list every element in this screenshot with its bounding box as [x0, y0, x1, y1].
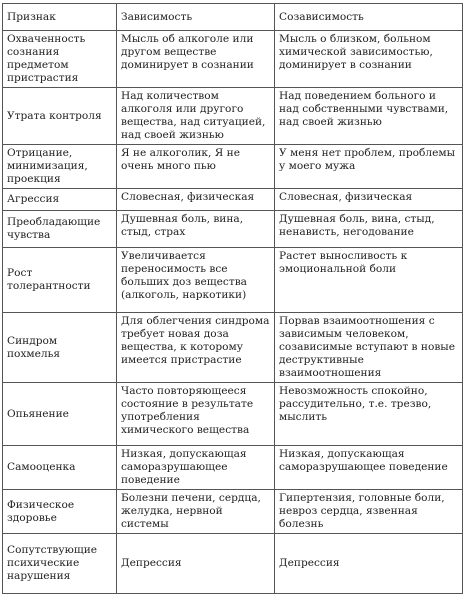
- codependence-cell: У меня нет проблем, проблемы у моего мужа: [275, 145, 463, 189]
- dependence-cell: Словесная, физическая: [117, 189, 275, 211]
- table-header-row: [3, 4, 463, 31]
- feature-cell: Утрата контроля: [3, 88, 117, 145]
- codependence-cell: Низкая, допускающая саморазрушающее поведение: [275, 446, 463, 490]
- table-row: [3, 490, 463, 534]
- feature-cell: Охваченность сознания предметом пристрастия: [3, 31, 117, 88]
- table-row: [3, 211, 463, 248]
- dependence-cell: Часто повторяющееся состояние в результате употребления химического вещества: [117, 383, 275, 446]
- table-row: [3, 248, 463, 313]
- dependence-cell: Увеличивается переносимость все больших доз вещества (алкоголь, наркотики): [117, 248, 275, 313]
- table-row: [3, 313, 463, 383]
- dependence-cell: Депрессия: [117, 534, 275, 594]
- dependence-cell: Над количеством алкоголя или другого вещества, над ситуацией, над своей жизнью: [117, 88, 275, 145]
- feature-cell: Опьянение: [3, 383, 117, 446]
- dependence-cell: Для облегчения синдрома требует новая доза вещества, к которому имеется пристрастие: [117, 313, 275, 383]
- codependence-cell: Невозможность спокойно, рассудительно, т.е. трезво, мыслить: [275, 383, 463, 446]
- codependence-cell: Гипертензия, головные боли, невроз сердца, язвенная болезнь: [275, 490, 463, 534]
- table-row: [3, 446, 463, 490]
- dependence-cell: Мысль об алкоголе или другом веществе доминирует в сознании: [117, 31, 275, 88]
- table-row: [3, 31, 463, 88]
- feature-cell: Физическое здоровье: [3, 490, 117, 534]
- feature-cell: Синдром похмелья: [3, 313, 117, 383]
- codependence-cell: Растет выносливость к эмоциональной боли: [275, 248, 463, 313]
- dependence-cell: Болезни печени, сердца, желудка, нервной системы: [117, 490, 275, 534]
- table-row: [3, 383, 463, 446]
- dependence-cell: Душевная боль, вина, стыд, страх: [117, 211, 275, 248]
- codependence-cell: Депрессия: [275, 534, 463, 594]
- feature-cell: Рост толерантности: [3, 248, 117, 313]
- codependence-cell: Над поведением больного и над собственными чувствами, над своей жизнью: [275, 88, 463, 145]
- dependence-cell: Низкая, допускающая саморазрушающее поведение: [117, 446, 275, 490]
- feature-cell: Отрицание, минимизация, проекция: [3, 145, 117, 189]
- table-row: [3, 145, 463, 189]
- comparison-table: [2, 3, 463, 594]
- codependence-cell: Словесная, физическая: [275, 189, 463, 211]
- codependence-cell: Мысль о близком, больном химической зависимостью, доминирует в сознании: [275, 31, 463, 88]
- feature-cell: Агрессия: [3, 189, 117, 211]
- dependence-cell: Я не алкоголик, Я не очень много пью: [117, 145, 275, 189]
- header-feature: Признак: [3, 4, 117, 31]
- table-row: [3, 88, 463, 145]
- feature-cell: Сопутствующие психические нарушения: [3, 534, 117, 594]
- table-row: [3, 189, 463, 211]
- feature-cell: Преобладающие чувства: [3, 211, 117, 248]
- codependence-cell: Душевная боль, вина, стыд, ненависть, негодование: [275, 211, 463, 248]
- header-codependence: Созависимость: [275, 4, 463, 31]
- header-dependence: Зависимость: [117, 4, 275, 31]
- codependence-cell: Порвав взаимоотношения с зависимым человеком, созависимые вступают в новые деструктивные взаимоотношения: [275, 313, 463, 383]
- table-row: [3, 534, 463, 594]
- feature-cell: Самооценка: [3, 446, 117, 490]
